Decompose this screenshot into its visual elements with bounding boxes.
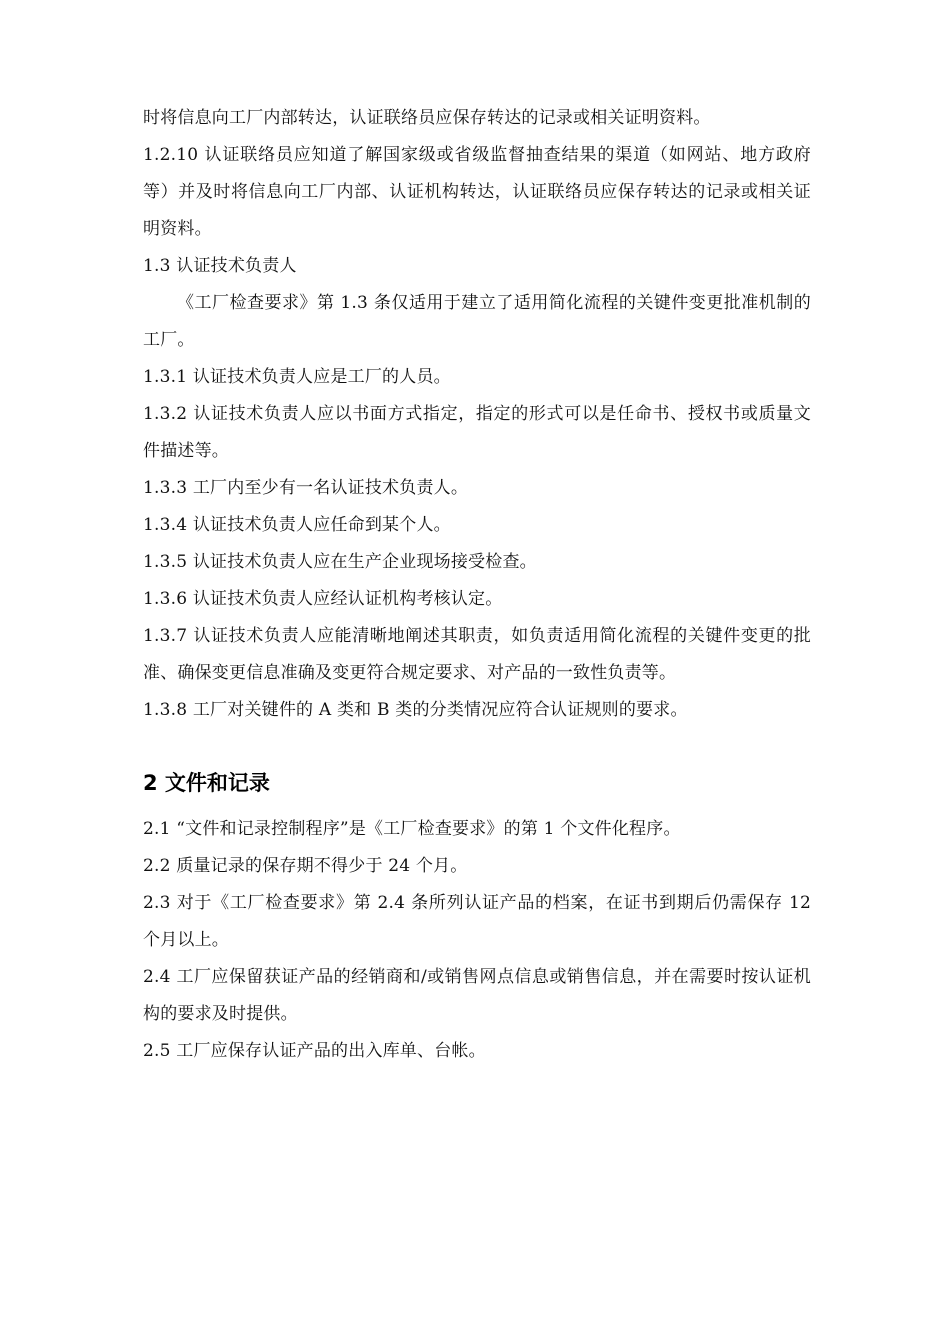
paragraph-1-3-intro: 《工厂检查要求》第 1.3 条仅适用于建立了适用简化流程的关键件变更批准机制的工厂。 <box>143 293 811 350</box>
document-body <box>143 100 811 1070</box>
paragraph-1-3-1: 1.3.1 认证技术负责人应是工厂的人员。 <box>143 367 451 387</box>
paragraph-1-3-8: 1.3.8 工厂对关键件的 A 类和 B 类的分类情况应符合认证规则的要求。 <box>143 700 688 720</box>
paragraph-2-5: 2.5 工厂应保存认证产品的出入库单、台帐。 <box>143 1041 486 1061</box>
paragraph-1-3-6: 1.3.6 认证技术负责人应经认证机构考核认定。 <box>143 589 503 609</box>
paragraph-continuation: 时将信息向工厂内部转达，认证联络员应保存转达的记录或相关证明资料。 <box>143 108 711 128</box>
paragraph-2-4: 2.4 工厂应保留获证产品的经销商和/或销售网点信息或销售信息，并在需要时按认证机构的要求及时提供。 <box>143 967 811 1024</box>
paragraph-1-3-4: 1.3.4 认证技术负责人应任命到某个人。 <box>143 515 451 535</box>
paragraph-2-1: 2.1 “文件和记录控制程序”是《工厂检查要求》的第 1 个文件化程序。 <box>143 819 681 839</box>
subheading-1-3: 1.3 认证技术负责人 <box>143 256 297 276</box>
paragraph-2-2: 2.2 质量记录的保存期不得少于 24 个月。 <box>143 856 468 876</box>
paragraph-1-3-7: 1.3.7 认证技术负责人应能清晰地阐述其职责，如负责适用简化流程的关键件变更的批准、确保变更信息准确及变更符合规定要求、对产品的一致性负责等。 <box>143 626 811 683</box>
section-2-heading: 2 文件和记录 <box>143 771 270 795</box>
paragraph-1-3-3: 1.3.3 工厂内至少有一名认证技术负责人。 <box>143 478 469 498</box>
paragraph-1-3-2: 1.3.2 认证技术负责人应以书面方式指定，指定的形式可以是任命书、授权书或质量文件描述等。 <box>143 404 811 461</box>
paragraph-2-3: 2.3 对于《工厂检查要求》第 2.4 条所列认证产品的档案，在证书到期后仍需保存 12 个月以上。 <box>143 893 811 950</box>
paragraph-1-2-10: 1.2.10 认证联络员应知道了解国家级或省级监督抽查结果的渠道（如网站、地方政府等）并及时将信息向工厂内部、认证机构转达，认证联络员应保存转达的记录或相关证明资料。 <box>143 145 811 239</box>
paragraph-1-3-5: 1.3.5 认证技术负责人应在生产企业现场接受检查。 <box>143 552 537 572</box>
